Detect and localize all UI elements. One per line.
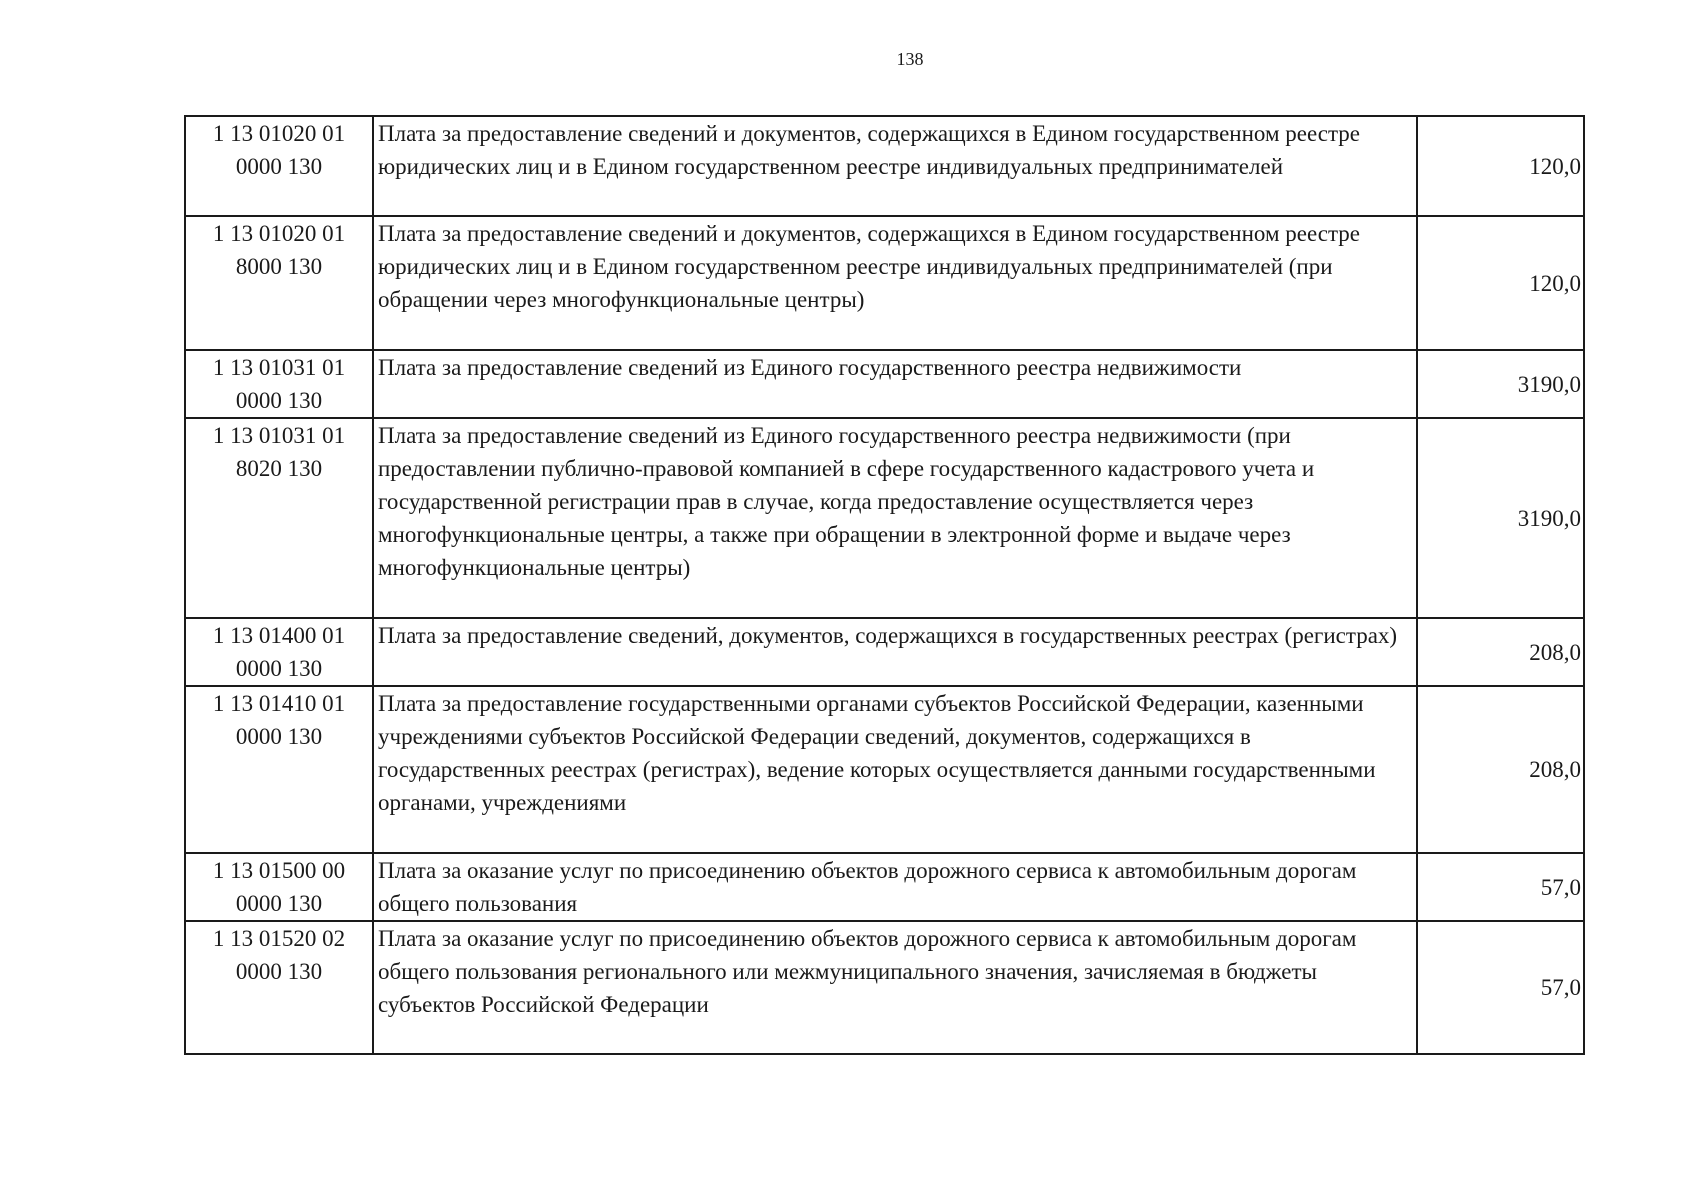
table-row bbox=[185, 116, 1584, 216]
description-cell: Плата за оказание услуг по присоединению объектов дорожного сервиса к автомобильным дорогам общего пользования регионального или межмуниципального значения, зачисляемая в бюджеты субъектов Российской Федерации bbox=[373, 921, 1417, 1054]
budget-revenue-table bbox=[184, 115, 1585, 1055]
page-number: 138 bbox=[896, 49, 924, 69]
description-cell: Плата за предоставление государственными органами субъектов Российской Федерации, казенными учреждениями субъектов Российской Федерации сведений, документов, содержащихся в государственных реестрах (регистрах), ведение которых осуществляется данными государственными органами, учреждениями bbox=[373, 686, 1417, 853]
amount-cell: 3190,0 bbox=[1417, 418, 1584, 618]
amount-cell: 57,0 bbox=[1417, 853, 1584, 921]
description-cell: Плата за предоставление сведений, документов, содержащихся в государственных реестрах (регистрах) bbox=[373, 618, 1417, 686]
table-row bbox=[185, 686, 1584, 853]
amount-cell: 120,0 bbox=[1417, 116, 1584, 216]
amount-cell: 57,0 bbox=[1417, 921, 1584, 1054]
budget-code-cell: 1 13 01031 01 8020 130 bbox=[185, 418, 373, 618]
amount-cell: 120,0 bbox=[1417, 216, 1584, 350]
table-row bbox=[185, 618, 1584, 686]
table-row bbox=[185, 216, 1584, 350]
budget-code-cell: 1 13 01500 00 0000 130 bbox=[185, 853, 373, 921]
budget-code-cell: 1 13 01410 01 0000 130 bbox=[185, 686, 373, 853]
table-row bbox=[185, 418, 1584, 618]
table-row bbox=[185, 921, 1584, 1054]
budget-code-cell: 1 13 01020 01 0000 130 bbox=[185, 116, 373, 216]
budget-code-cell: 1 13 01520 02 0000 130 bbox=[185, 921, 373, 1054]
amount-cell: 208,0 bbox=[1417, 686, 1584, 853]
description-cell: Плата за предоставление сведений из Единого государственного реестра недвижимости bbox=[373, 350, 1417, 418]
amount-cell: 3190,0 bbox=[1417, 350, 1584, 418]
budget-code-cell: 1 13 01031 01 0000 130 bbox=[185, 350, 373, 418]
description-cell: Плата за оказание услуг по присоединению объектов дорожного сервиса к автомобильным дорогам общего пользования bbox=[373, 853, 1417, 921]
description-cell: Плата за предоставление сведений из Единого государственного реестра недвижимости (при предоставлении публично-правовой компанией в сфере государственного кадастрового учета и государственной регистрации прав в случае, когда предоставление осуществляется через многофункциональные центры, а также при обращении в электронной форме и выдаче через многофункциональные центры) bbox=[373, 418, 1417, 618]
amount-cell: 208,0 bbox=[1417, 618, 1584, 686]
table-row bbox=[185, 350, 1584, 418]
budget-code-cell: 1 13 01020 01 8000 130 bbox=[185, 216, 373, 350]
budget-code-cell: 1 13 01400 01 0000 130 bbox=[185, 618, 373, 686]
description-cell: Плата за предоставление сведений и документов, содержащихся в Едином государственном реестре юридических лиц и в Едином государственном реестре индивидуальных предпринимателей (при обращении через многофункциональные центры) bbox=[373, 216, 1417, 350]
table-row bbox=[185, 853, 1584, 921]
description-cell: Плата за предоставление сведений и документов, содержащихся в Едином государственном реестре юридических лиц и в Едином государственном реестре индивидуальных предпринимателей bbox=[373, 116, 1417, 216]
